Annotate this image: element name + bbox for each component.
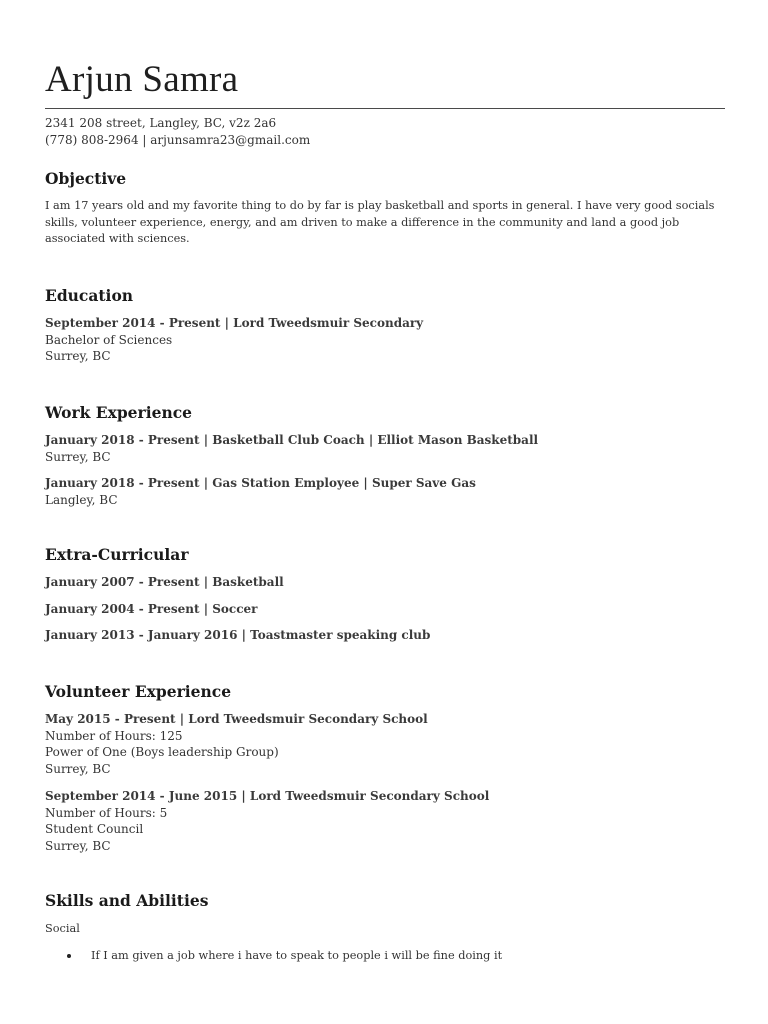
skills-title: Skills and Abilities [45, 891, 209, 910]
volunteer-entry [45, 711, 428, 777]
objective-title: Objective [45, 169, 127, 188]
work-entry-line: Langley, BC [45, 492, 118, 507]
extracurricular-entry-heading: January 2013 - January 2016 | Toastmaster speaking club [45, 628, 431, 642]
education-entry-heading: September 2014 - Present | Lord Tweedsmuir Secondary [45, 316, 424, 330]
work-entry-heading: January 2018 - Present | Gas Station Employee | Super Save Gas [45, 476, 476, 490]
extracurricular-entry [45, 601, 257, 618]
extracurricular-entry-heading: January 2007 - Present | Basketball [45, 575, 284, 589]
skill-text: If I am given a job where i have to speak to people i will be fine doing it [91, 949, 503, 962]
skills-subheading: Social [45, 922, 80, 935]
education-title: Education [45, 286, 134, 305]
volunteer-entry-line: Surrey, BC [45, 838, 111, 853]
extracurricular-title: Extra-Curricular [45, 545, 189, 564]
address-line: 2341 208 street, Langley, BC, v2z 2a6 [45, 116, 277, 130]
work-entry-line: Surrey, BC [45, 449, 111, 464]
volunteer-entry-line: Number of Hours: 125 [45, 728, 183, 743]
work-entry-heading: January 2018 - Present | Basketball Club Coach | Elliot Mason Basketball [45, 433, 539, 447]
education-entry [45, 315, 423, 365]
education-entry-line: Surrey, BC [45, 349, 111, 363]
volunteer-entry-line: Student Council [45, 822, 144, 836]
skills-list [45, 947, 502, 964]
resume-name: Arjun Samra [45, 59, 239, 100]
work-title: Work Experience [45, 403, 193, 422]
extracurricular-entry-heading: January 2004 - Present | Soccer [45, 602, 258, 616]
education-entry-line: Bachelor of Sciences [45, 332, 173, 347]
contact-info [45, 115, 310, 149]
phone-email-line: (778) 808-2964 | arjunsamra23@gmail.com [45, 133, 311, 147]
extracurricular-entry [45, 627, 430, 644]
work-entry [45, 432, 538, 465]
objective-text: I am 17 years old and my favorite thing to do by far is play basketball and sports in general. I have very good socials skills, volunteer experience, energy, and am driven to make a difference in the community and land a good job associated with sciences. [45, 199, 715, 245]
volunteer-entry-line: Surrey, BC [45, 761, 111, 776]
list-item [45, 947, 502, 964]
volunteer-entry-line: Power of One (Boys leadership Group) [45, 745, 279, 759]
volunteer-entry-heading: May 2015 - Present | Lord Tweedsmuir Secondary School [45, 712, 428, 726]
work-entry [45, 475, 476, 508]
header-divider [45, 108, 725, 109]
volunteer-entry-heading: September 2014 - June 2015 | Lord Tweedsmuir Secondary School [45, 789, 490, 803]
volunteer-title: Volunteer Experience [45, 682, 232, 701]
volunteer-entry-line: Number of Hours: 5 [45, 805, 168, 820]
extracurricular-entry [45, 574, 284, 591]
volunteer-entry [45, 788, 489, 854]
bullet-icon [67, 954, 71, 958]
